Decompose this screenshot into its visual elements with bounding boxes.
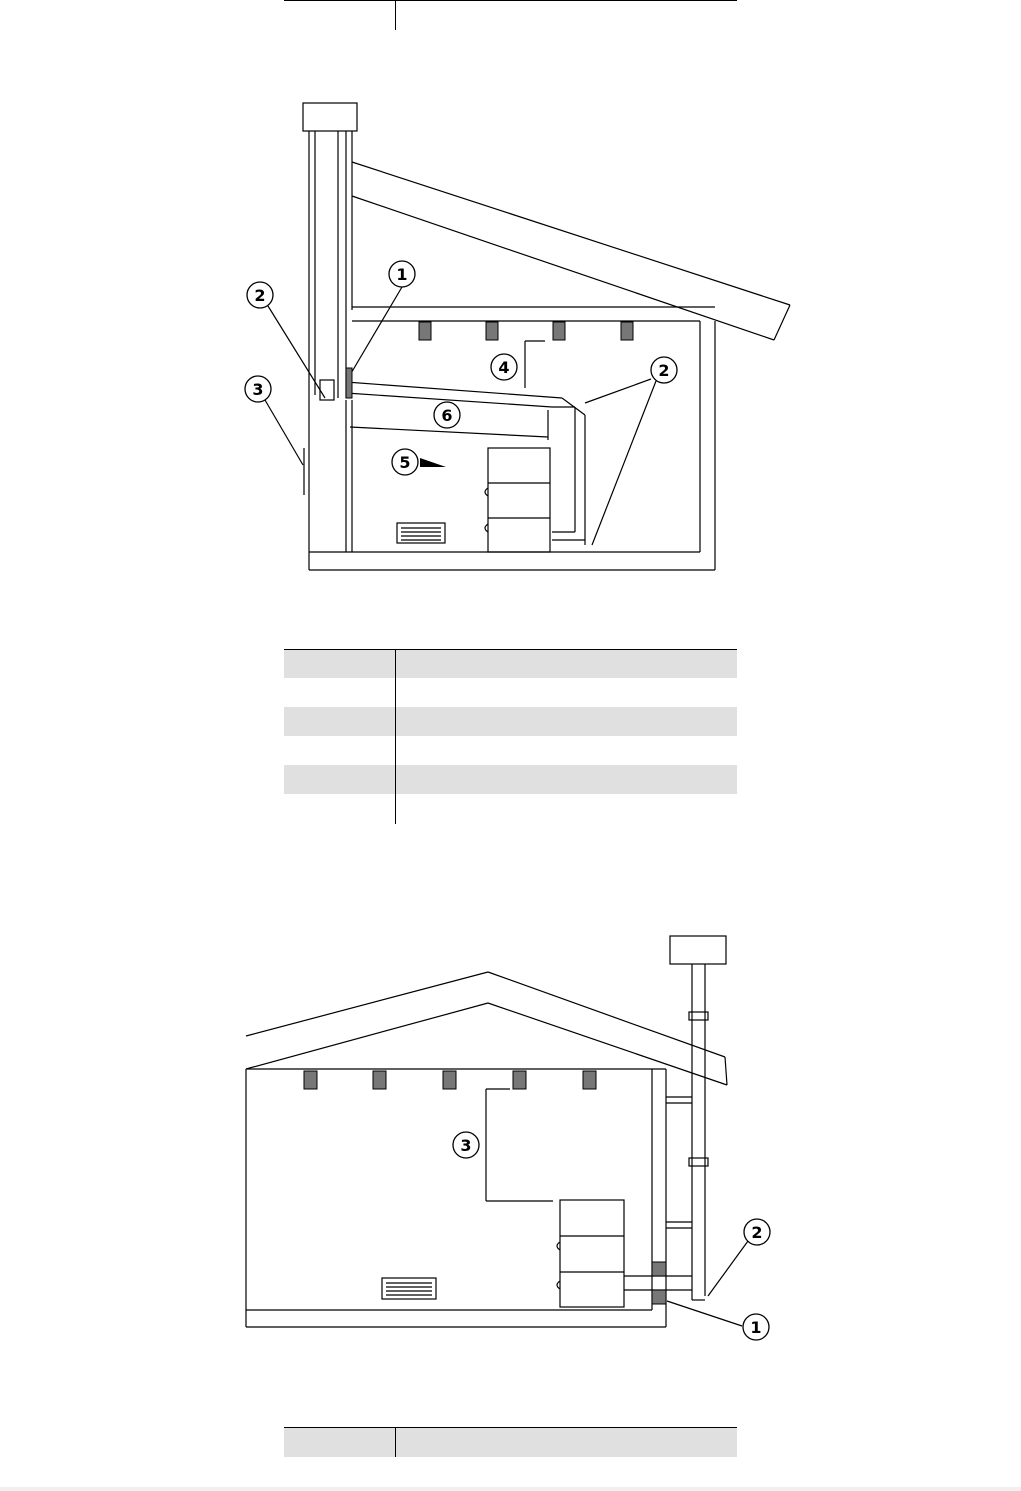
callout-2: 2 (658, 361, 670, 380)
table-row (284, 1427, 737, 1457)
table-row (284, 765, 737, 794)
table-column-divider (395, 1427, 396, 1457)
callout-5: 5 (399, 453, 411, 472)
page-footer-band (0, 1487, 1021, 1491)
bottom-table (284, 1427, 737, 1457)
chimney-cap (303, 103, 357, 131)
chimney-cap (670, 936, 726, 964)
callout-4: 4 (498, 358, 510, 377)
table-row (284, 0, 737, 30)
table-column-divider (395, 707, 396, 736)
callout-3: 3 (460, 1136, 472, 1155)
callout-1: 1 (396, 265, 408, 284)
table-row (284, 649, 737, 678)
table-column-divider (395, 678, 396, 707)
callout-1: 1 (750, 1318, 762, 1337)
table-column-divider (395, 794, 396, 824)
figure-1-diagram (0, 95, 1021, 575)
table-row (284, 678, 737, 707)
table-column-divider (395, 649, 396, 678)
table-top-rule (284, 649, 737, 650)
callout-3: 3 (252, 380, 264, 399)
table-column-divider (395, 736, 396, 765)
middle-table (284, 649, 737, 824)
callout-6: 6 (441, 406, 453, 425)
table-top-rule (284, 1427, 737, 1428)
top-table (284, 0, 737, 30)
vent-grille (382, 1278, 436, 1299)
callout-2: 2 (751, 1223, 763, 1242)
table-row (284, 736, 737, 765)
figure-2-diagram (0, 930, 1021, 1350)
table-row (284, 707, 737, 736)
table-column-divider (395, 0, 396, 30)
boiler (560, 1200, 624, 1307)
flow-arrow (420, 458, 446, 467)
table-row (284, 794, 737, 824)
table-top-rule (284, 0, 737, 1)
table-column-divider (395, 765, 396, 794)
callout-2: 2 (254, 286, 266, 305)
boiler (488, 448, 550, 552)
